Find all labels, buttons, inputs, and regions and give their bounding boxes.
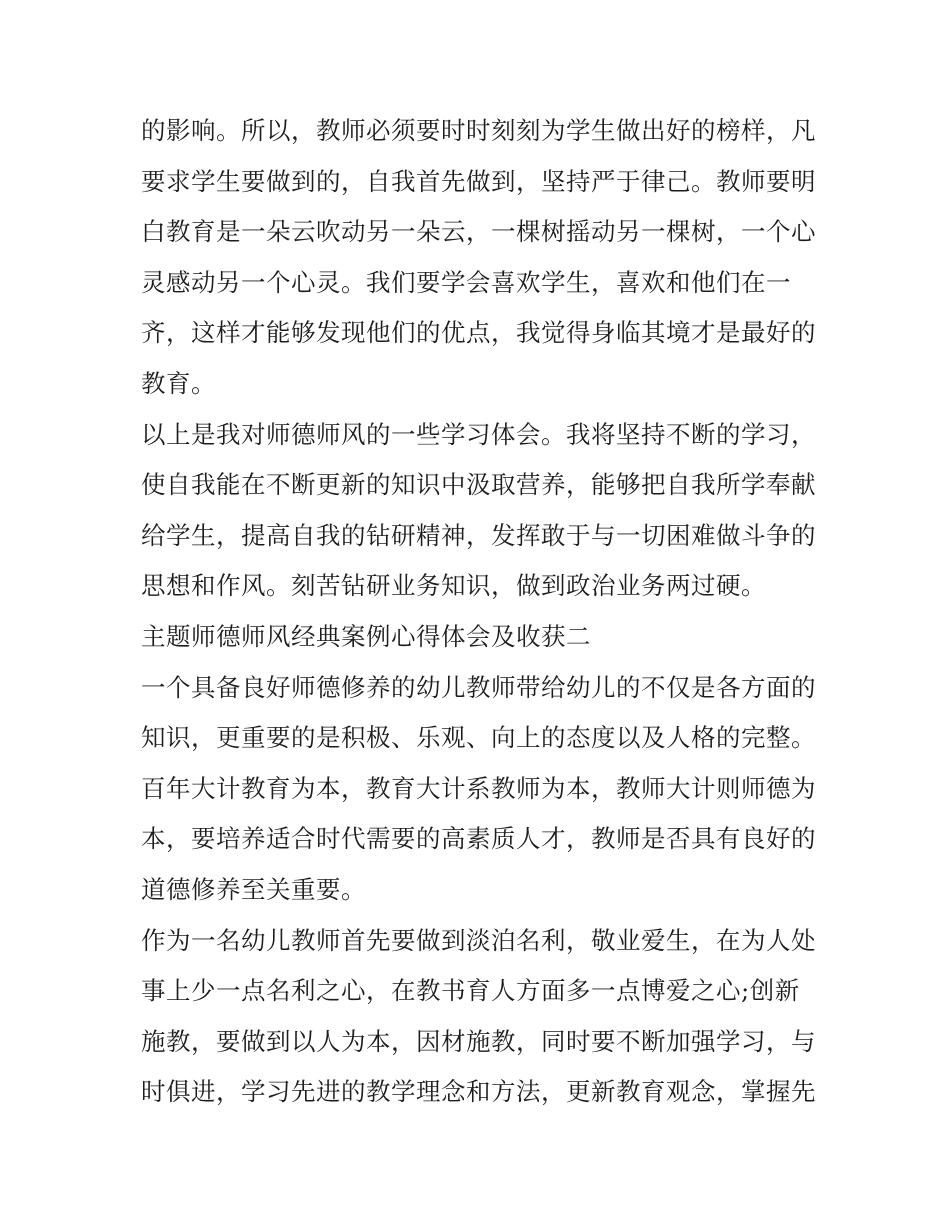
text-line: 时俱进，学习先进的教学理念和方法，更新教育观念，掌握先 [141,1077,816,1107]
text-line: 教育。 [141,368,216,398]
text-line: 给学生，提高自我的钻研精神，发挥敢于与一切困难做斗争的 [141,520,816,550]
text-line: 施教，要做到以人为本，因材施教，同时要不断加强学习，与 [141,1026,816,1056]
text-line: 以上是我对师德师风的一些学习体会。我将坚持不断的学习， [141,419,816,449]
text-line: 作为一名幼儿教师首先要做到淡泊名利，敬业爱生，在为人处 [141,925,816,955]
section-heading: 主题师德师风经典案例心得体会及收获二 [141,621,591,651]
text-line: 知识，更重要的是积极、乐观、向上的态度以及人格的完整。 [141,723,816,753]
text-line: 思想和作风。刻苦钻研业务知识，做到政治业务两过硬。 [141,571,766,601]
text-line: 本，要培养适合时代需要的高素质人才，教师是否具有良好的 [141,824,816,854]
text-line: 齐，这样才能够发现他们的优点，我觉得身临其境才是最好的 [141,318,816,348]
text-line: 灵感动另一个心灵。我们要学会喜欢学生，喜欢和他们在一 [141,267,791,297]
text-line: 事上少一点名利之心，在教书育人方面多一点博爱之心;创新 [141,976,800,1006]
text-line: 道德修养至关重要。 [141,874,366,904]
text-line: 要求学生要做到的，自我首先做到，坚持严于律己。教师要明 [141,166,816,196]
document-body [141,106,821,1118]
text-line: 白教育是一朵云吹动另一朵云，一棵树摇动另一棵树，一个心 [141,217,816,247]
text-line: 的影响。所以，教师必须要时时刻刻为学生做出好的榜样，凡 [141,116,816,145]
text-line: 百年大计教育为本，教育大计系教师为本，教师大计则师德为 [141,773,816,803]
text-line: 一个具备良好师德修养的幼儿教师带给幼儿的不仅是各方面的 [141,672,816,702]
text-line: 使自我能在不断更新的知识中汲取营养，能够把自我所学奉献 [141,470,816,500]
